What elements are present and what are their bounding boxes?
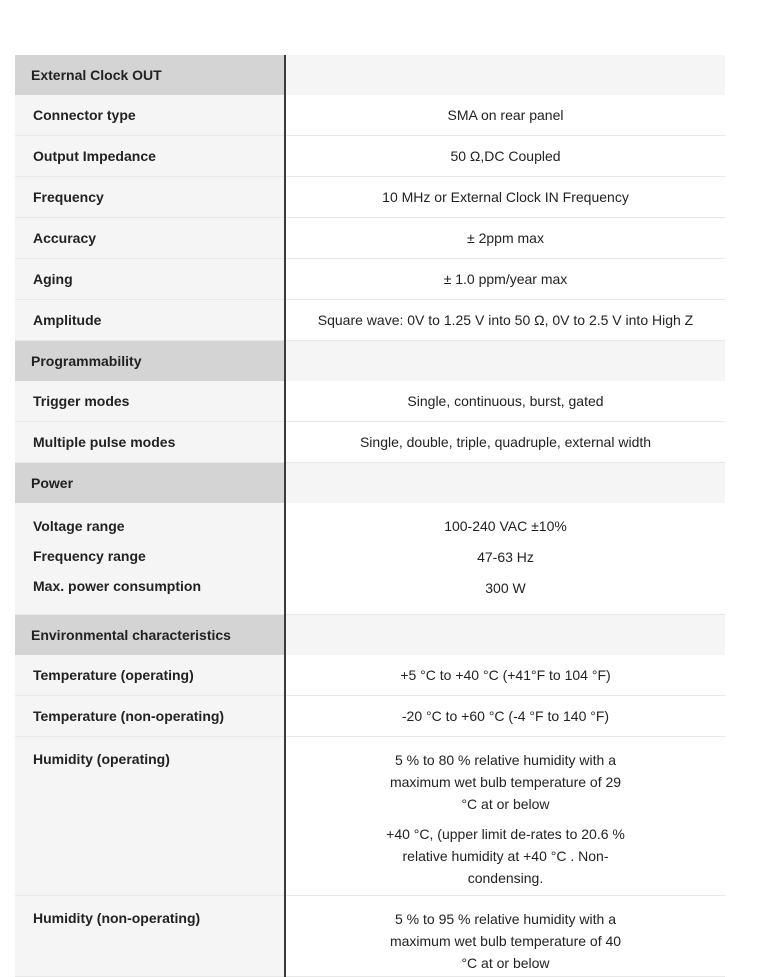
row-value: 100-240 VAC ±10% — [444, 518, 567, 534]
row-value: +5 °C to +40 °C (+41°F to 104 °F) — [285, 655, 725, 696]
table-row — [15, 381, 725, 422]
section-title: External Clock OUT — [15, 55, 285, 95]
section-header-programmability — [15, 341, 725, 382]
table-row — [15, 422, 725, 463]
row-label: Humidity (non-operating) — [15, 896, 285, 977]
table-row — [15, 696, 725, 737]
row-label: Aging — [15, 259, 285, 300]
row-value: 300 W — [485, 580, 526, 596]
value-paragraph: 5 % to 95 % relative humidity with a maximum wet bulb temperature of 40 °C at or below — [389, 911, 622, 971]
table-row — [15, 177, 725, 218]
row-label: Connector type — [15, 95, 285, 136]
row-label: Multiple pulse modes — [15, 422, 285, 463]
row-label: Frequency range — [33, 548, 146, 564]
row-label: Trigger modes — [15, 381, 285, 422]
row-label: Humidity (operating) — [15, 737, 285, 896]
section-header-external-clock-out — [15, 55, 725, 95]
row-value: -20 °C to +60 °C (-4 °F to 140 °F) — [285, 696, 725, 737]
section-title: Programmability — [15, 341, 285, 382]
row-label: Accuracy — [15, 218, 285, 259]
table-row — [15, 218, 725, 259]
table-row — [15, 95, 725, 136]
row-value — [285, 737, 725, 896]
row-value: 50 Ω,DC Coupled — [285, 136, 725, 177]
row-label-group — [15, 503, 285, 615]
row-value: SMA on rear panel — [285, 95, 725, 136]
table-row — [15, 259, 725, 300]
table-row — [15, 655, 725, 696]
row-label: Temperature (operating) — [15, 655, 285, 696]
row-value-group — [285, 503, 725, 615]
section-title: Environmental characteristics — [15, 615, 285, 656]
row-label: Max. power consumption — [33, 578, 202, 594]
table-row — [15, 896, 725, 977]
row-value: Single, continuous, burst, gated — [285, 381, 725, 422]
section-header-power — [15, 463, 725, 504]
table-row — [15, 300, 725, 341]
section-header-environmental — [15, 615, 725, 656]
row-value: Square wave: 0V to 1.25 V into 50 Ω, 0V to 2.5 V into High Z — [285, 300, 725, 341]
table-row-power-group — [15, 503, 725, 615]
row-value — [285, 896, 725, 977]
row-value: ± 1.0 ppm/year max — [285, 259, 725, 300]
value-paragraph: +40 °C, (upper limit de-rates to 20.6 % relative humidity at +40 °C . Non-condensing. — [386, 826, 625, 886]
row-value: ± 2ppm max — [285, 218, 725, 259]
row-label: Amplitude — [15, 300, 285, 341]
row-label: Voltage range — [33, 518, 125, 534]
section-title: Power — [15, 463, 285, 504]
table-row — [15, 737, 725, 896]
table-row — [15, 136, 725, 177]
value-paragraph: 5 % to 80 % relative humidity with a maximum wet bulb temperature of 29 °C at or below — [389, 752, 622, 812]
row-value: 47-63 Hz — [477, 549, 534, 565]
row-value: 10 MHz or External Clock IN Frequency — [285, 177, 725, 218]
row-value: Single, double, triple, quadruple, external width — [285, 422, 725, 463]
spec-table — [15, 55, 725, 977]
row-label: Frequency — [15, 177, 285, 218]
row-label: Temperature (non-operating) — [15, 696, 285, 737]
row-label: Output Impedance — [15, 136, 285, 177]
